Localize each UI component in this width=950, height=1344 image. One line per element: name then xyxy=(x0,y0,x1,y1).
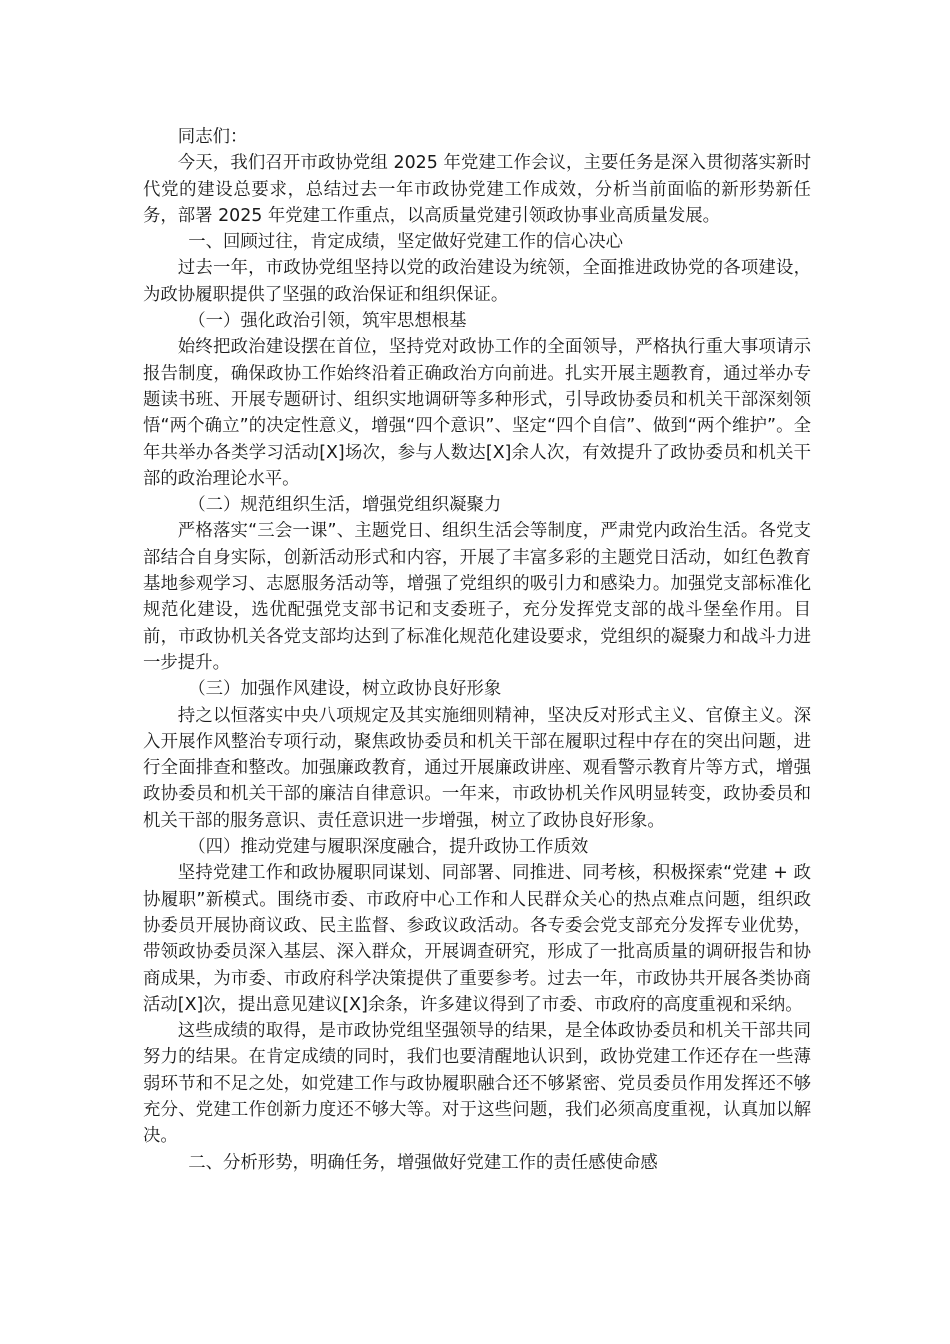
subsection-paragraph-1: 始终把政治建设摆在首位，坚持党对政协工作的全面领导，严格执行重大事项请示报告制度，确保政协工作始终沿着正确政治方向前进。扎实开展主题教育，通过举办专题读书班、开展专题研讨、组织实地调研等多种形式，引导政协委员和机关干部深刻领悟“两个确立”的决定性意义，增强“四个意识”、坚定“四个自信”、做到“两个维护”。全年共举办各类学习活动[X]场次，参与人数达[X]余人次，有效提升了政协委员和机关干部的政治理论水平。 xyxy=(143,337,811,489)
subsection-paragraph-4: 坚持党建工作和政协履职同谋划、同部署、同推进、同考核，积极探索“党建 + 政协履职”新模式。围绕市委、市政府中心工作和人民群众关心的热点难点问题，组织政协委员开展协商议政、民主监督、参政议政活动。各专委会党支部充分发挥专业优势，带领政协委员深入基层、深入群众，开展调查研究，形成了一批高质量的调研报告和协商成果，为市委、市政府科学决策提供了重要参考。过去一年，市政协共开展各类协商活动[X]次，提出意见建议[X]余条，许多建议得到了市委、市政府的高度重视和采纳。 xyxy=(143,863,811,1015)
section-heading-analysis: 二、分析形势，明确任务，增强做好党建工作的责任感使命感 xyxy=(188,1152,658,1173)
subsection-heading-1: （一）强化政治引领，筑牢思想根基 xyxy=(188,311,467,332)
subsection-heading-4: （四）推动党建与履职深度融合，提升政协工作质效 xyxy=(188,837,589,858)
section-paragraph: 过去一年，市政协党组坚持以党的政治建设为统领，全面推进政协党的各项建设，为政协履职提供了坚强的政治保证和组织保证。 xyxy=(143,258,811,305)
summary-paragraph: 这些成绩的取得，是市政协党组坚强领导的结果，是全体政协委员和机关干部共同努力的结果。在肯定成绩的同时，我们也要清醒地认识到，政协党建工作还存在一些薄弱环节和不足之处，如党建工作与政协履职融合还不够紧密、党员委员作用发挥还不够充分、党建工作创新力度还不够大等。对于这些问题，我们必须高度重视，认真加以解决。 xyxy=(143,1021,811,1147)
subsection-heading-2: （二）规范组织生活，增强党组织凝聚力 xyxy=(188,495,502,516)
subsection-paragraph-3: 持之以恒落实中央八项规定及其实施细则精神，坚决反对形式主义、官僚主义。深入开展作风整治专项行动，聚焦政协委员和机关干部在履职过程中存在的突出问题，进行全面排查和整改。加强廉政教育，通过开展廉政讲座、观看警示教育片等方式，增强政协委员和机关干部的廉洁自律意识。一年来，市政协机关作风明显转变，政协委员和机关干部的服务意识、责任意识进一步增强，树立了政协良好形象。 xyxy=(143,705,811,831)
subsection-paragraph-2: 严格落实“三会一课”、主题党日、组织生活会等制度，严肃党内政治生活。各党支部结合自身实际，创新活动形式和内容，开展了丰富多彩的主题党日活动，如红色教育基地参观学习、志愿服务活动等，增强了党组织的吸引力和感染力。加强党支部标准化规范化建设，选优配强党支部书记和支委班子，充分发挥党支部的战斗堡垒作用。目前，市政协机关各党支部均达到了标准化规范化建设要求，党组织的凝聚力和战斗力进一步提升。 xyxy=(143,521,811,673)
section-heading-review: 一、回顾过往，肯定成绩，坚定做好党建工作的信心决心 xyxy=(188,232,624,253)
intro-paragraph: 今天，我们召开市政协党组 2025 年党建工作会议，主要任务是深入贯彻落实新时代党的建设总要求，总结过去一年市政协党建工作成效，分析当前面临的新形势新任务，部署 2025 年党建工作重点，以高质量党建引领政协事业高质量发展。 xyxy=(143,153,811,226)
salutation: 同志们： xyxy=(177,127,248,147)
document-body xyxy=(143,124,811,1176)
subsection-heading-3: （三）加强作风建设，树立政协良好形象 xyxy=(188,679,502,700)
